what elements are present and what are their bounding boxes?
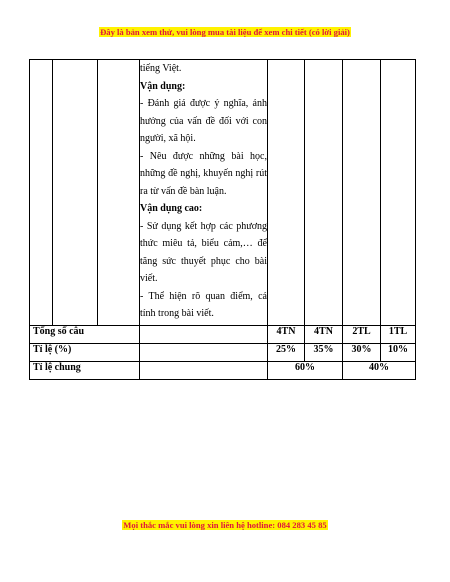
van-dung-cao-heading: Vận dụng cao:	[140, 203, 203, 214]
total-value: 1TL	[381, 326, 416, 344]
overall-ratio-value: 60%	[268, 362, 343, 380]
empty-cell	[140, 344, 268, 362]
overall-ratio-value: 40%	[343, 362, 416, 380]
list-item: - Nêu được những bài học, những đề nghị, khuyến nghị rút ra từ vấn đề bàn luận.	[140, 150, 267, 197]
ratio-value: 10%	[381, 344, 416, 362]
overall-ratio-row	[30, 362, 416, 380]
list-item: - Sử dụng kết hợp các phương thức miêu tả, biểu cảm,… để tăng sức thuyết phục cho bài viết.	[140, 220, 267, 284]
total-value: 4TN	[305, 326, 343, 344]
total-questions-row	[30, 326, 416, 344]
empty-cell	[140, 326, 268, 344]
list-item: - Thể hiện rõ quan điểm, cá tính trong bài viết.	[140, 290, 267, 319]
overall-ratio-label: Tỉ lệ chung	[30, 362, 140, 380]
ratio-value: 35%	[305, 344, 343, 362]
empty-cell	[98, 60, 140, 326]
empty-cell	[53, 60, 98, 326]
empty-cell	[305, 60, 343, 326]
ratio-row	[30, 344, 416, 362]
ratio-value: 25%	[268, 344, 305, 362]
total-value: 4TN	[268, 326, 305, 344]
total-questions-label: Tổng số câu	[30, 326, 140, 344]
empty-cell	[268, 60, 305, 326]
ratio-label: Tỉ lệ (%)	[30, 344, 140, 362]
empty-cell	[343, 60, 381, 326]
empty-cell	[140, 362, 268, 380]
table-row	[30, 60, 416, 326]
requirements-cell	[140, 60, 268, 326]
total-value: 2TL	[343, 326, 381, 344]
exam-matrix-table	[29, 59, 416, 380]
van-dung-heading: Vận dụng:	[140, 80, 186, 92]
ratio-value: 30%	[343, 344, 381, 362]
hotline-banner: Mọi thắc mắc vui lòng xin liên hệ hotline: 084 283 45 85	[123, 520, 327, 530]
empty-cell	[30, 60, 53, 326]
continuation-line: tiếng Việt.	[140, 63, 182, 74]
list-item: - Đánh giá được ý nghĩa, ảnh hưởng của vấn đề đối với con người, xã hội.	[140, 98, 267, 144]
preview-notice-banner: Đây là bản xem thử, vui lòng mua tài liệu để xem chi tiết (có lời giải)	[100, 27, 350, 37]
empty-cell	[381, 60, 416, 326]
